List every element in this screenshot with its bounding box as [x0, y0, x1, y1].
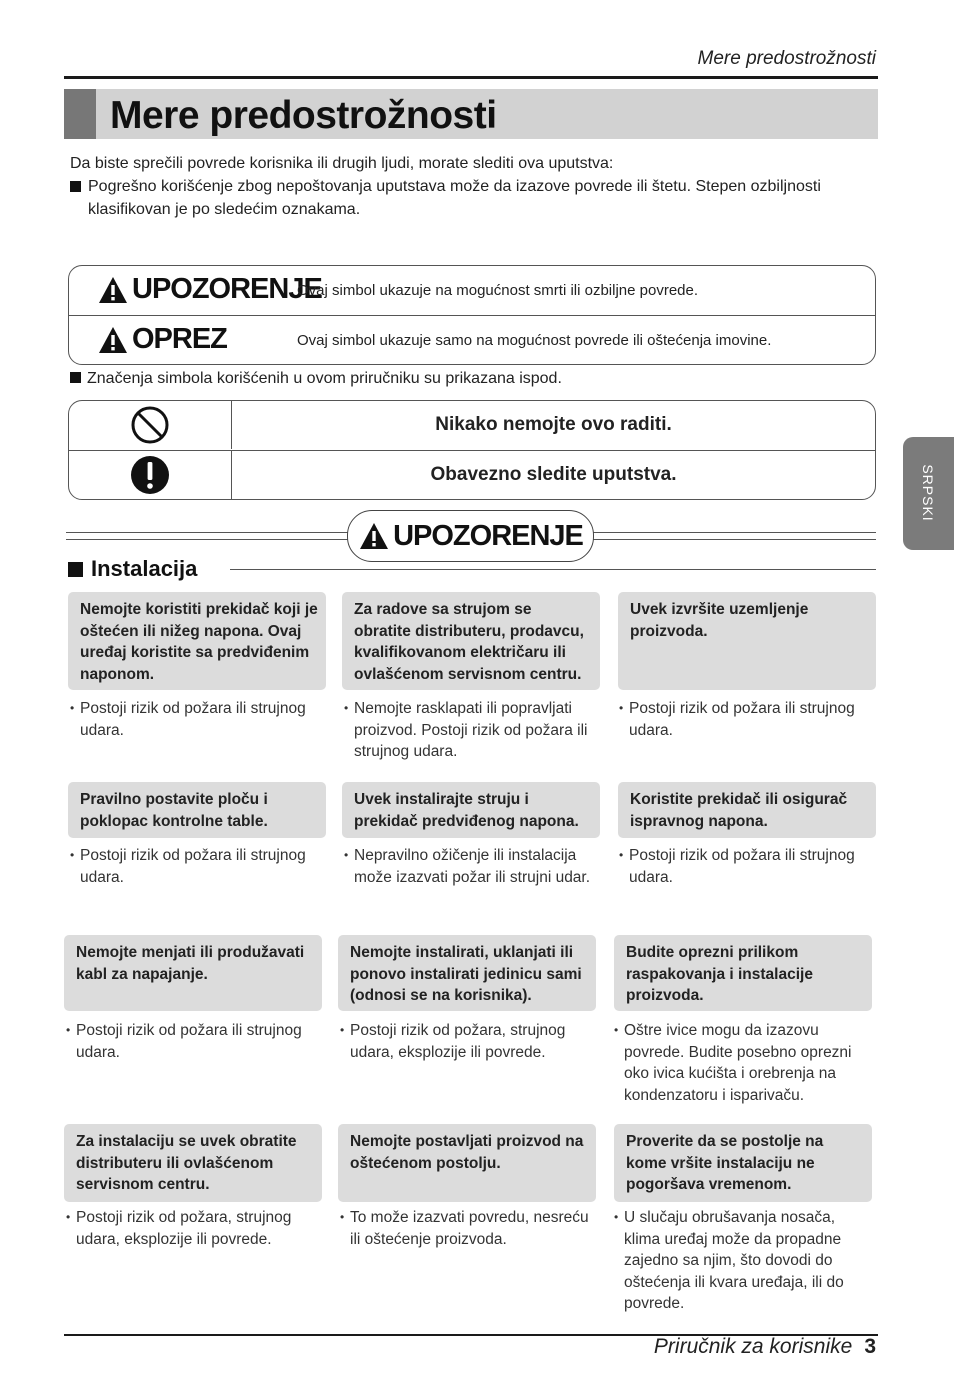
warning-card-note: • Postoji rizik od požara ili strujnog udara. — [66, 1020, 322, 1063]
warning-card-note: • Postoji rizik od požara, strujnog udara, eksplozije ili povrede. — [340, 1020, 598, 1063]
exclamation-icon — [130, 455, 170, 495]
intro-bullet — [70, 175, 880, 221]
warning-triangle-icon — [97, 275, 129, 305]
warning-card: Koristite prekidač ili osigurač ispravnog napona. — [618, 782, 876, 838]
symbol-meaning-mandatory: Obavezno sledite uputstva. — [430, 464, 677, 485]
symbol-meaning-prohibited: Nikako nemojte ovo raditi. — [435, 414, 672, 435]
warning-banner — [347, 510, 594, 562]
square-bullet-icon — [68, 562, 83, 577]
intro-bullet-text: Pogrešno korišćenje zbog nepoštovanja uputstava može da izazove povrede ili štetu. Stepen ozbiljnosti klasifikovan je po sledećim oznakama. — [88, 178, 821, 218]
caution-label-text: OPREZ — [132, 323, 227, 355]
caution-label — [97, 323, 227, 356]
warning-card-note: • Nemojte rasklapati ili popravljati proizvod. Postoji rizik od požara ili strujnog udara. — [344, 698, 602, 763]
warning-description: Ovaj simbol ukazuje na mogućnost smrti ili ozbiljne povrede. — [297, 282, 699, 299]
warning-card-note: • Nepravilno ožičenje ili instalacija može izazvati požar ili strujni udar. — [344, 845, 602, 888]
warning-card: Nemojte menjati ili produžavati kabl za napajanje. — [64, 935, 322, 1011]
severity-row-warning — [69, 266, 875, 314]
caution-triangle-icon — [97, 325, 129, 355]
section-rule — [230, 569, 876, 570]
language-tab — [903, 437, 954, 550]
warning-card: Nemojte koristiti prekidač koji je oštećen ili nižeg napona. Ovaj uređaj koristite sa predviđenim naponom. — [68, 592, 326, 690]
language-tab-label: SRPSKI — [920, 464, 936, 522]
page-number: 3 — [864, 1335, 876, 1358]
banner-rule-left — [66, 532, 348, 540]
banner-rule-right — [592, 532, 876, 540]
section-heading — [68, 556, 197, 582]
footer — [654, 1335, 876, 1359]
symbol-row-prohibited — [69, 401, 875, 449]
warning-card-note: • Postoji rizik od požara ili strujnog udara. — [70, 845, 326, 888]
warning-card: Pravilno postavite ploču i poklopac kontrolne table. — [68, 782, 326, 838]
warning-banner-text: UPOZORENJE — [393, 519, 583, 552]
warning-card: Proverite da se postolje na kome vršite instalaciju ne pogoršava vremenom. — [614, 1124, 872, 1202]
section-title: Instalacija — [91, 556, 198, 581]
symbol-row-mandatory — [69, 450, 875, 499]
warning-card: Uvek instalirajte struju i prekidač predviđenog napona. — [342, 782, 600, 838]
prohibited-icon — [130, 405, 170, 445]
warning-card-note: • Oštre ivice mogu da izazovu povrede. Budite posebno oprezni oko ivica kućišta i orebrenja na kondenzatoru i isparivaču. — [614, 1020, 872, 1106]
warning-card-note: • To može izazvati povredu, nesreću ili oštećenje proizvoda. — [340, 1207, 598, 1250]
running-header: Mere predostrožnosti — [697, 48, 876, 69]
warning-card: Nemojte instalirati, uklanjati ili ponovo instalirati jedinicu sami (odnosi se na korisnika). — [338, 935, 596, 1011]
intro-line: Da biste sprečili povrede korisnika ili drugih ljudi, morate slediti ova uputstva: — [70, 155, 614, 172]
intro-text — [70, 152, 880, 221]
symbol-cell — [69, 401, 232, 449]
symbol-meaning-note — [70, 370, 562, 388]
warning-card-note: • U slučaju obrušavanja nosača, klima uređaj može da propadne zajedno sa njim, što dovodi do oštećenja ili kvara uređaja, ili do povrede. — [614, 1207, 872, 1315]
warning-card: Uvek izvršite uzemljenje proizvoda. — [618, 592, 876, 690]
warning-card-note: • Postoji rizik od požara, strujnog udara, eksplozije ili povrede. — [66, 1207, 324, 1250]
warning-card: Za radove sa strujom se obratite distributeru, prodavcu, kvalifikovanom električaru ili ovlašćenom servisnom centru. — [342, 592, 600, 690]
symbol-meaning-text: Značenja simbola korišćenih u ovom priručniku su prikazana ispod. — [87, 370, 562, 387]
square-bullet-icon — [70, 181, 81, 192]
header-rule — [64, 76, 878, 79]
warning-card-note: • Postoji rizik od požara ili strujnog udara. — [619, 698, 875, 741]
warning-label-text: UPOZORENJE — [132, 273, 322, 305]
warning-triangle-icon — [358, 521, 390, 551]
severity-legend — [68, 265, 876, 365]
footer-title: Priručnik za korisnike — [653, 1335, 853, 1358]
page-title: Mere predostrožnosti — [110, 94, 497, 137]
warning-card-note: • Postoji rizik od požara ili strujnog udara. — [70, 698, 326, 741]
warning-label — [97, 273, 322, 306]
symbol-cell — [69, 451, 232, 499]
caution-description: Ovaj simbol ukazuje samo na mogućnost povrede ili oštećenja imovine. — [297, 332, 772, 349]
warning-card: Nemojte postavljati proizvod na oštećenom postolju. — [338, 1124, 596, 1202]
severity-row-caution — [69, 315, 875, 364]
square-bullet-icon — [70, 372, 81, 383]
warning-card: Budite oprezni prilikom raspakovanja i instalacije proizvoda. — [614, 935, 872, 1011]
warning-card-note: • Postoji rizik od požara ili strujnog udara. — [619, 845, 875, 888]
title-accent-block — [64, 89, 96, 139]
symbol-meaning-table — [68, 400, 876, 500]
warning-card: Za instalaciju se uvek obratite distributeru ili ovlašćenom servisnom centru. — [64, 1124, 322, 1202]
